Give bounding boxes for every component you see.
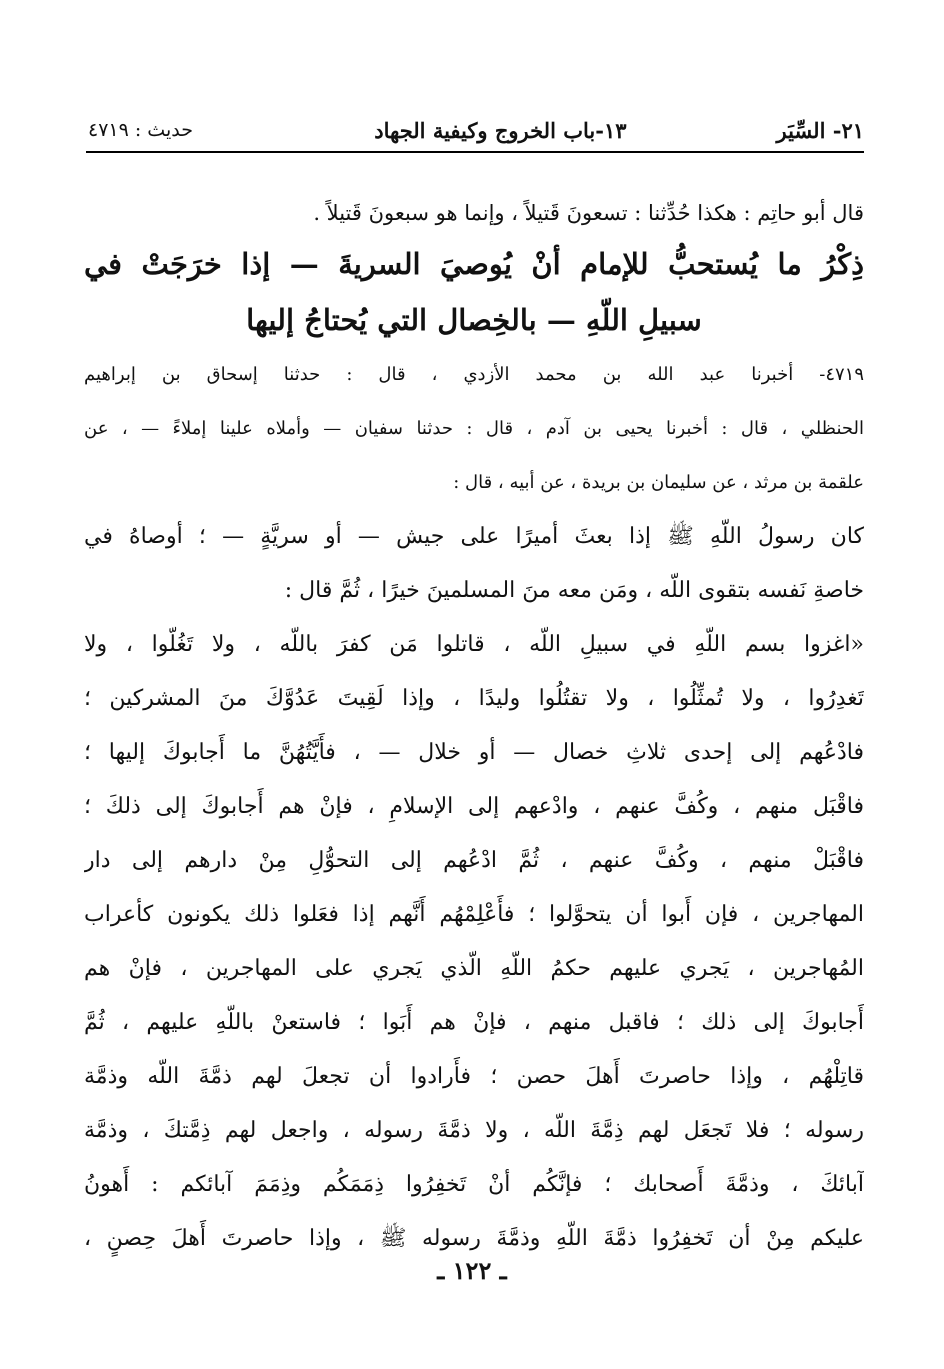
matn-line-13: آبائكَ ، وذمَّةَ أَصحابك ؛ فإنَّكُم أنْ تَخفِرُوا ذِمَمَكُم وذِمَمَ آبائكم : أَهونُ bbox=[84, 1172, 864, 1197]
matn-line-7: فاقْبَلْ منهم ، وكُفَّ عنهم ، ثُمَّ ادْعُهم إلى التحوُّلِ مِنْ دارهم إلى دار bbox=[84, 848, 864, 873]
editor-note: قال أبو حاتِم : هكذا حُدِّثنا : تسعونَ قَتيلاً ، وإنما هو سبعونَ قَتيلاً . bbox=[313, 201, 864, 225]
header-rule bbox=[86, 151, 864, 153]
section-title: ١٣-باب الخروج وكيفية الجهاد bbox=[374, 117, 627, 143]
matn-line-1: كان رسولُ اللّهِ ﷺ إذا بعثَ أميرًا على جيش — أو سريَّةٍ — ؛ أوصاهُ في bbox=[84, 524, 864, 549]
matn-line-12: رسوله ؛ فلا تَجعَل لهم ذِمَّةَ اللّه ، ولا ذمَّةَ رسوله ، واجعل لهم ذِمَّتكَ ، وذمَّة bbox=[84, 1118, 864, 1143]
matn-line-10: أَجابوكَ إلى ذلك ؛ فاقبل منهم ، فإنْ هم أَبَوا ؛ فاستعنْ باللّهِ عليهم ، ثُمَّ bbox=[84, 1010, 864, 1035]
page-body bbox=[84, 190, 864, 1266]
chapter-heading-line-1: ذِكْرُ ما يُستحبُّ للإمام أنْ يُوصيَ السريةَ — إذا خرَجَتْ في bbox=[84, 247, 864, 281]
isnad-line-1: ٤٧١٩- أخبرنا عبد الله بن محمد الأزدي ، قال : حدثنا إسحاق بن إبراهيم bbox=[84, 364, 864, 385]
running-header bbox=[88, 112, 864, 148]
matn-line-9: المُهاجرين ، يَجري عليهم حكمُ اللّهِ الّذي يَجري على المهاجرين ، فإنْ هم bbox=[84, 956, 864, 981]
matn-line-6: فاقْبَل منهم ، وكُفَّ عنهم ، وادْعهم إلى الإسلامِ ، فإنْ هم أَجابوكَ إلى ذلكَ ؛ bbox=[84, 794, 864, 819]
header-titles bbox=[374, 118, 864, 143]
matn-line-8: المهاجرين ، فإن أَبوا أن يتحوَّلوا ؛ فأَعْلِمْهُم أَنَّهم إذا فعَلوا ذلك يكونون كأعراب bbox=[84, 902, 864, 927]
matn-line-11: قاتِلْهُم ، وإذا حاصرتَ أَهلَ حصن ؛ فأَرادوا أن تجعلَ لهم ذمَّةَ اللّه وذمَّة bbox=[84, 1064, 864, 1089]
page-number: ـ ١٢٢ ـ bbox=[437, 1256, 507, 1285]
matn-line-3: «اغزوا بسم اللّهِ في سبيلِ اللّه ، قاتلوا مَن كفرَ باللّه ، ولا تَغُلّوا ، ولا bbox=[84, 632, 864, 657]
matn-line-14: عليكم مِنْ أن تَخفِرُوا ذمَّةَ اللّهِ وذمَّةَ رسوله ﷺ ، وإذا حاصرتَ أَهلَ حِصنٍ ، bbox=[84, 1226, 864, 1251]
chapter-title: ٢١- السِّيَر bbox=[776, 117, 864, 143]
matn-line-4: تَغدِرُوا ، ولا تُمثِّلُوا ، ولا تقتُلُوا وليدًا ، وإذا لَقِيتَ عَدُوَّكَ منَ المشركين ؛ bbox=[84, 686, 864, 711]
isnad-line-2: الحنظلي ، قال : أخبرنا يحيى بن آدم ، قال : حدثنا سفيان — وأملاه علينا إملاءً — ، عن bbox=[84, 418, 864, 439]
hadith-reference: حديث : ٤٧١٩ bbox=[88, 119, 193, 141]
matn-line-2: خاصةِ نَفسه بتقوى اللّه ، ومَن معه منَ المسلمينَ خيرًا ، ثُمَّ قال : bbox=[284, 578, 864, 603]
isnad-line-3: علقمة بن مرثد ، عن سليمان بن بريدة ، عن أبيه ، قال : bbox=[453, 472, 864, 493]
chapter-heading-line-2: سبيلِ اللّهِ — بالخِصال التي يُحتاجُ إليها bbox=[246, 303, 702, 337]
matn-line-5: فادْعُهم إلى إحدى ثلاثِ خصال — أو خلال — ، فأَيَّتُهُنَّ ما أَجابوكَ إليها ؛ bbox=[84, 740, 864, 765]
